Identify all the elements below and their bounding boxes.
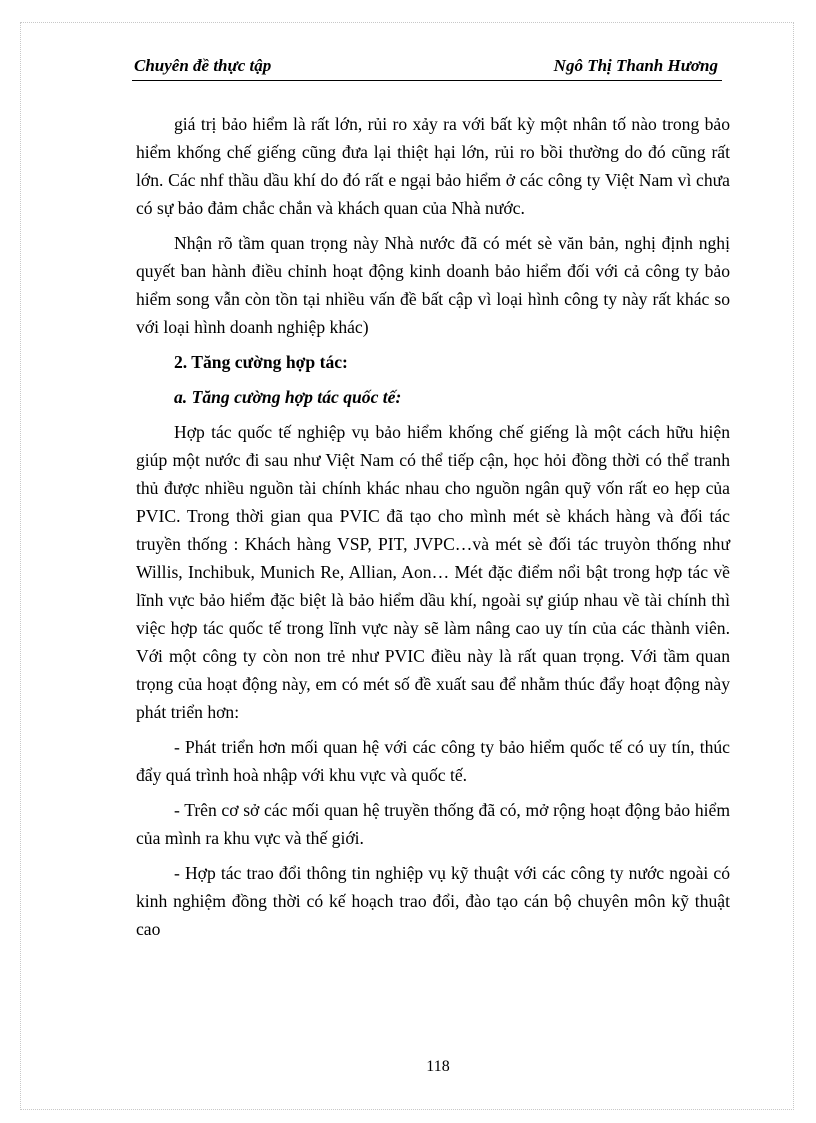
header-rule	[132, 80, 722, 81]
header-author: Ngô Thị Thanh Hương	[553, 56, 718, 75]
proposal-item: - Hợp tác trao đổi thông tin nghiệp vụ kỹ thuật với các công ty nước ngoài có kinh nghiệm đồng thời có kế hoạch trao đổi, đào tạo cán bộ chuyên môn kỹ thuật cao	[136, 863, 730, 939]
sub-heading: a. Tăng cường hợp tác quốc tế:	[174, 387, 402, 407]
header-title: Chuyên đề thực tập	[134, 56, 272, 75]
page-number: 118	[426, 1058, 450, 1075]
proposal-item: - Trên cơ sở các mối quan hệ truyền thống đã có, mở rộng hoạt động bảo hiểm của mình ra khu vực và thế giới.	[136, 800, 730, 848]
paragraph-international-cooperation: Hợp tác quốc tế nghiệp vụ bảo hiểm khống chế giếng là một cách hữu hiện giúp một nước đi sau như Việt Nam có thể tiếp cận, học hỏi đồng thời có thể tranh thủ được nhiều nguồn tài chính khác nhau cho nguồn ngân quỹ vốn rất eo hẹp của PVIC. Trong thời gian qua PVIC đã tạo cho mình mét sè khách hàng và đối tác truyền thống : Khách hàng VSP, PIT, JVPC…và mét sè đối tác truyòn thống như Willis, Inchibuk, Munich Re, Allian, Aon… Mét đặc điểm nổi bật trong hợp tác về lĩnh vực bảo hiểm đặc biệt là bảo hiểm dầu khí, ngoài sự giúp nhau về tài chính thì việc hợp tác quốc tế trong lĩnh vực này sẽ làm nâng cao uy tín của các thành viên. Với một công ty còn non trẻ như PVIC điều này là rất quan trọng. Với tầm quan trọng của hoạt động này, em có mét số đề xuất sau để nhằm thúc đẩy hoạt động này phát triển hơn:	[136, 422, 730, 722]
section-heading: 2. Tăng cường hợp tác:	[174, 352, 348, 372]
proposal-item: - Phát triển hơn mối quan hệ với các công ty bảo hiểm quốc tế có uy tín, thúc đẩy quá trình hoà nhập với khu vực và quốc tế.	[136, 737, 730, 785]
document-body	[136, 110, 730, 950]
paragraph-state-recognition: Nhận rõ tầm quan trọng này Nhà nước đã có mét sè văn bản, nghị định nghị quyết ban hành điều chỉnh hoạt động kinh doanh bảo hiểm đối với cả công ty bảo hiểm song vẫn còn tồn tại nhiều vấn đề bất cập vì loại hình công ty này rất khác so với loại hình doanh nghiệp khác)	[136, 233, 730, 337]
paragraph-insurance-value: giá trị bảo hiểm là rất lớn, rủi ro xảy ra với bất kỳ một nhân tố nào trong bảo hiểm khống chế giếng cũng đưa lại thiệt hại lớn, rủi ro bồi thường do đó cũng rất lớn. Các nhf thầu dầu khí do đó rất e ngại bảo hiểm ở các công ty Việt Nam vì chưa có sự bảo đảm chắc chắn và khách quan của Nhà nước.	[136, 114, 730, 218]
